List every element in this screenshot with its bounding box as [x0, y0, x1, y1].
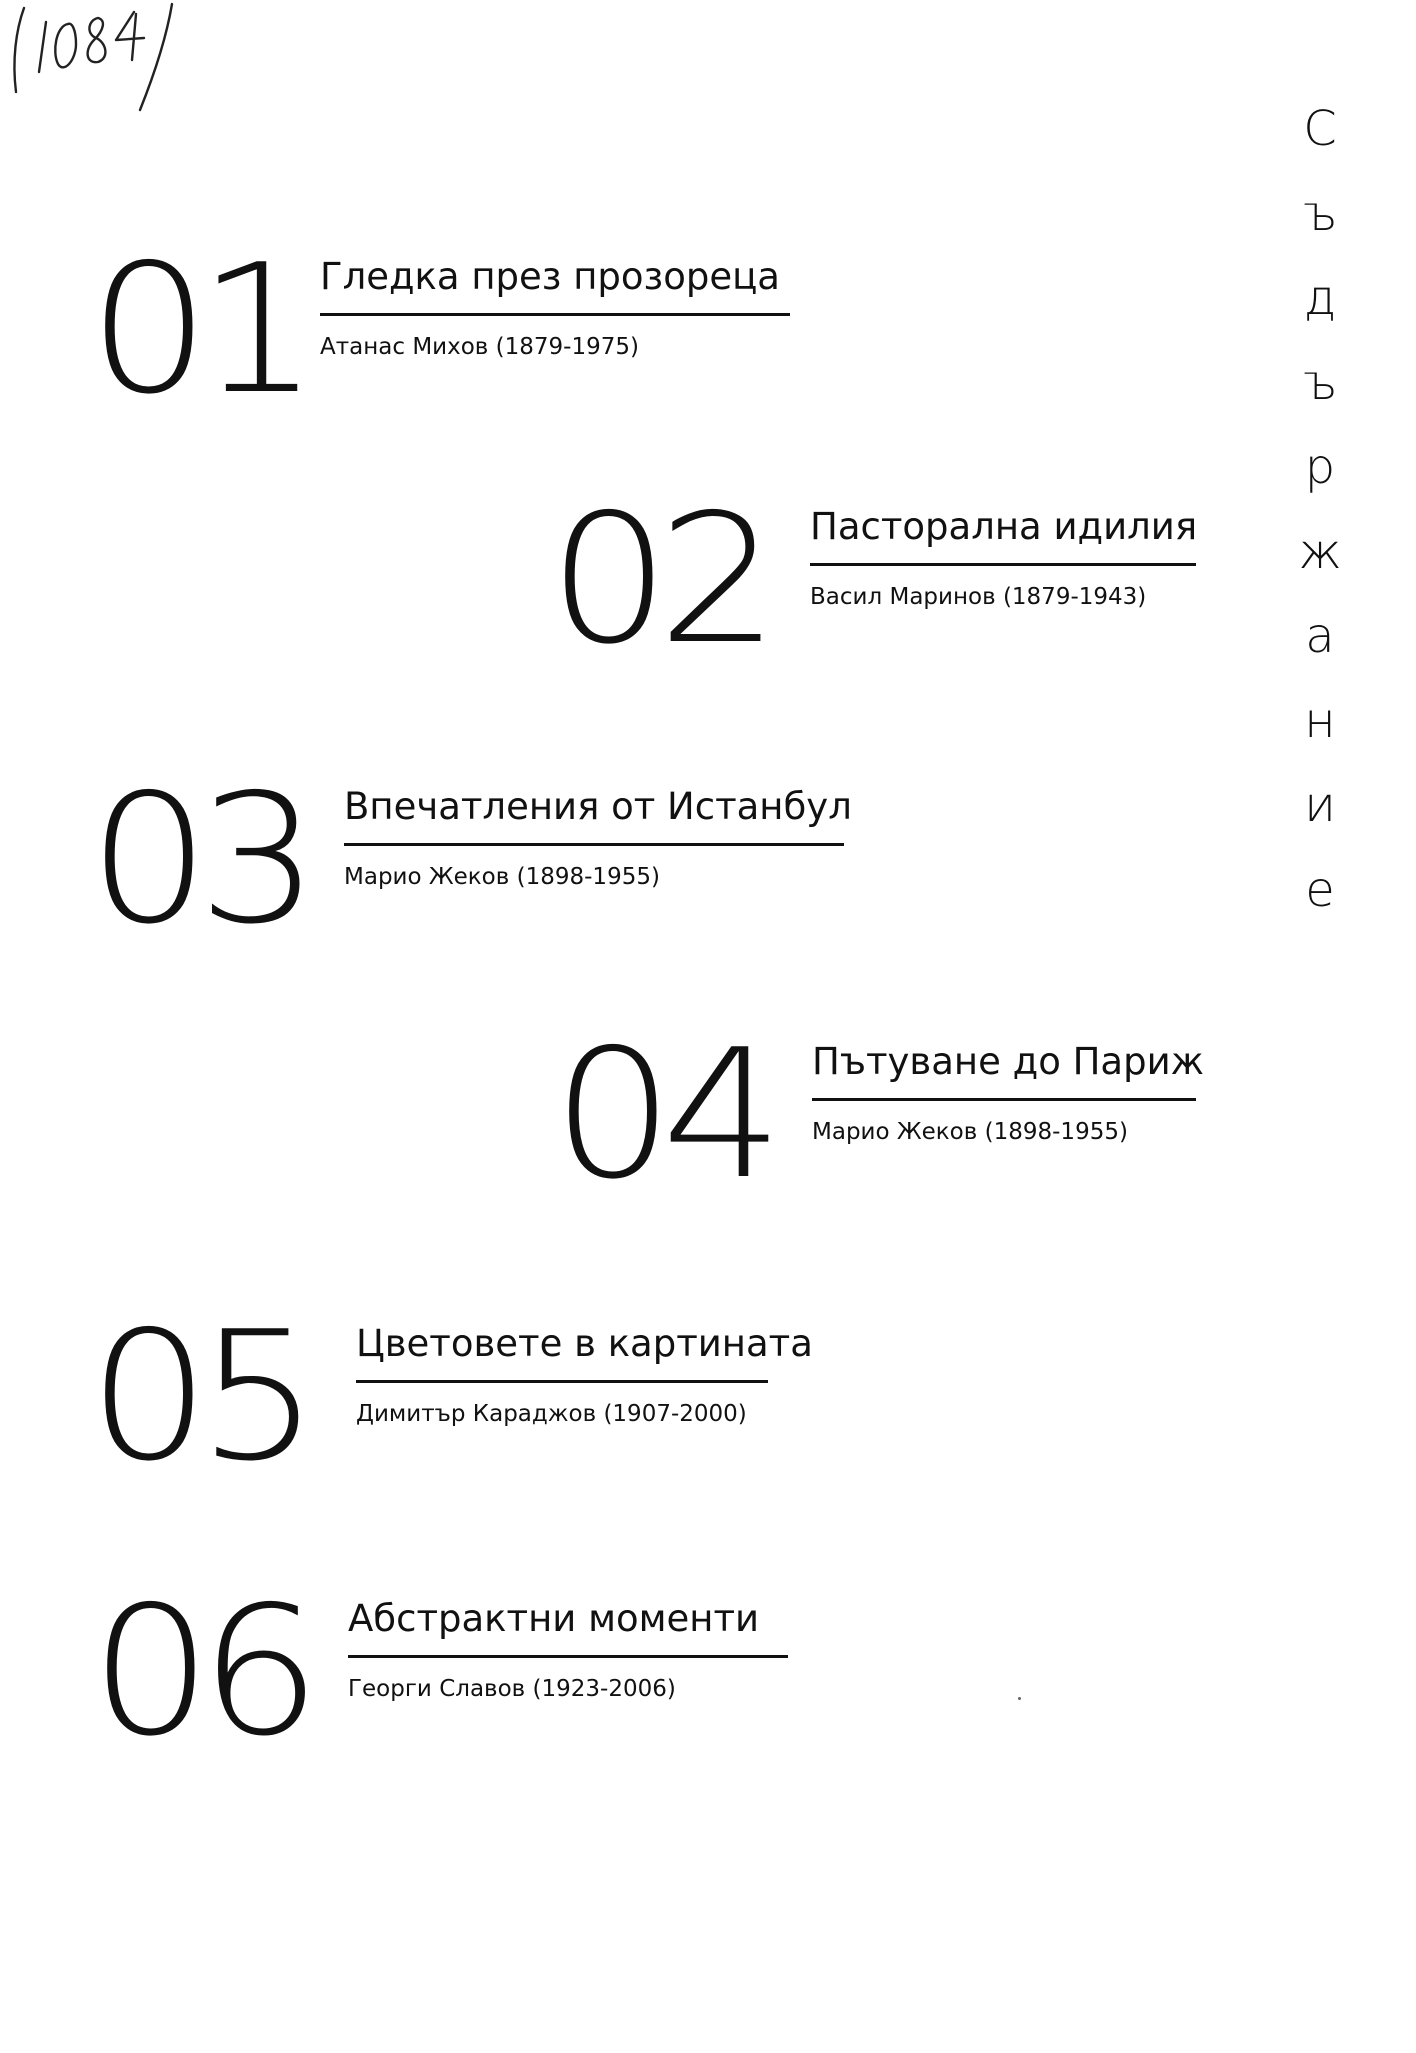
heading-letter: ж — [1298, 523, 1342, 580]
entry-title: Пътуване до Париж — [812, 1040, 1196, 1101]
entry-number: 02 — [548, 476, 767, 683]
heading-letter: а — [1305, 608, 1335, 664]
toc-entry — [88, 226, 828, 433]
entry-number: 03 — [88, 756, 307, 963]
entry-text — [348, 1597, 788, 1704]
entry-author: Димитър Караджов (1907-2000) — [356, 1401, 747, 1427]
entry-number: 06 — [90, 1568, 309, 1775]
entry-text — [356, 1322, 813, 1429]
entry-title: Абстрактни моменти — [348, 1597, 788, 1658]
entry-text — [344, 785, 852, 892]
heading-letter: С — [1303, 101, 1337, 157]
entry-number: 05 — [88, 1293, 307, 1500]
entry-title: Пасторална идилия — [810, 505, 1196, 566]
entry-text — [810, 505, 1196, 612]
entry-author: Атанас Михов (1879-1975) — [320, 334, 639, 360]
entry-text — [812, 1040, 1204, 1147]
entry-author: Марио Жеков (1898-1955) — [812, 1119, 1128, 1145]
heading-letter: н — [1304, 692, 1336, 749]
toc-entry — [552, 1011, 1212, 1218]
entry-text — [320, 255, 790, 362]
heading-letter: и — [1304, 777, 1336, 833]
entry-author: Георги Славов (1923-2006) — [348, 1676, 676, 1702]
toc-entry — [88, 756, 852, 963]
heading-letter: д — [1303, 270, 1337, 326]
entry-number: 04 — [552, 1011, 771, 1218]
toc-entry — [548, 476, 1208, 683]
heading-letter: ъ — [1302, 185, 1338, 242]
heading-letter: ъ — [1302, 354, 1338, 411]
heading-letter: р — [1304, 439, 1336, 495]
entry-number: 01 — [88, 226, 307, 433]
entry-title: Гледка през прозореца — [320, 255, 790, 316]
handwritten-annotation — [6, 0, 186, 120]
entry-title: Цветовете в картината — [356, 1322, 768, 1383]
vertical-heading — [1270, 100, 1370, 945]
scan-speck — [1018, 1697, 1021, 1700]
entry-author: Марио Жеков (1898-1955) — [344, 864, 660, 890]
entry-title: Впечатления от Истанбул — [344, 785, 844, 846]
toc-entry — [90, 1568, 810, 1775]
entry-author: Васил Маринов (1879-1943) — [810, 584, 1147, 610]
toc-entry — [88, 1293, 813, 1500]
heading-letter: е — [1305, 861, 1335, 918]
